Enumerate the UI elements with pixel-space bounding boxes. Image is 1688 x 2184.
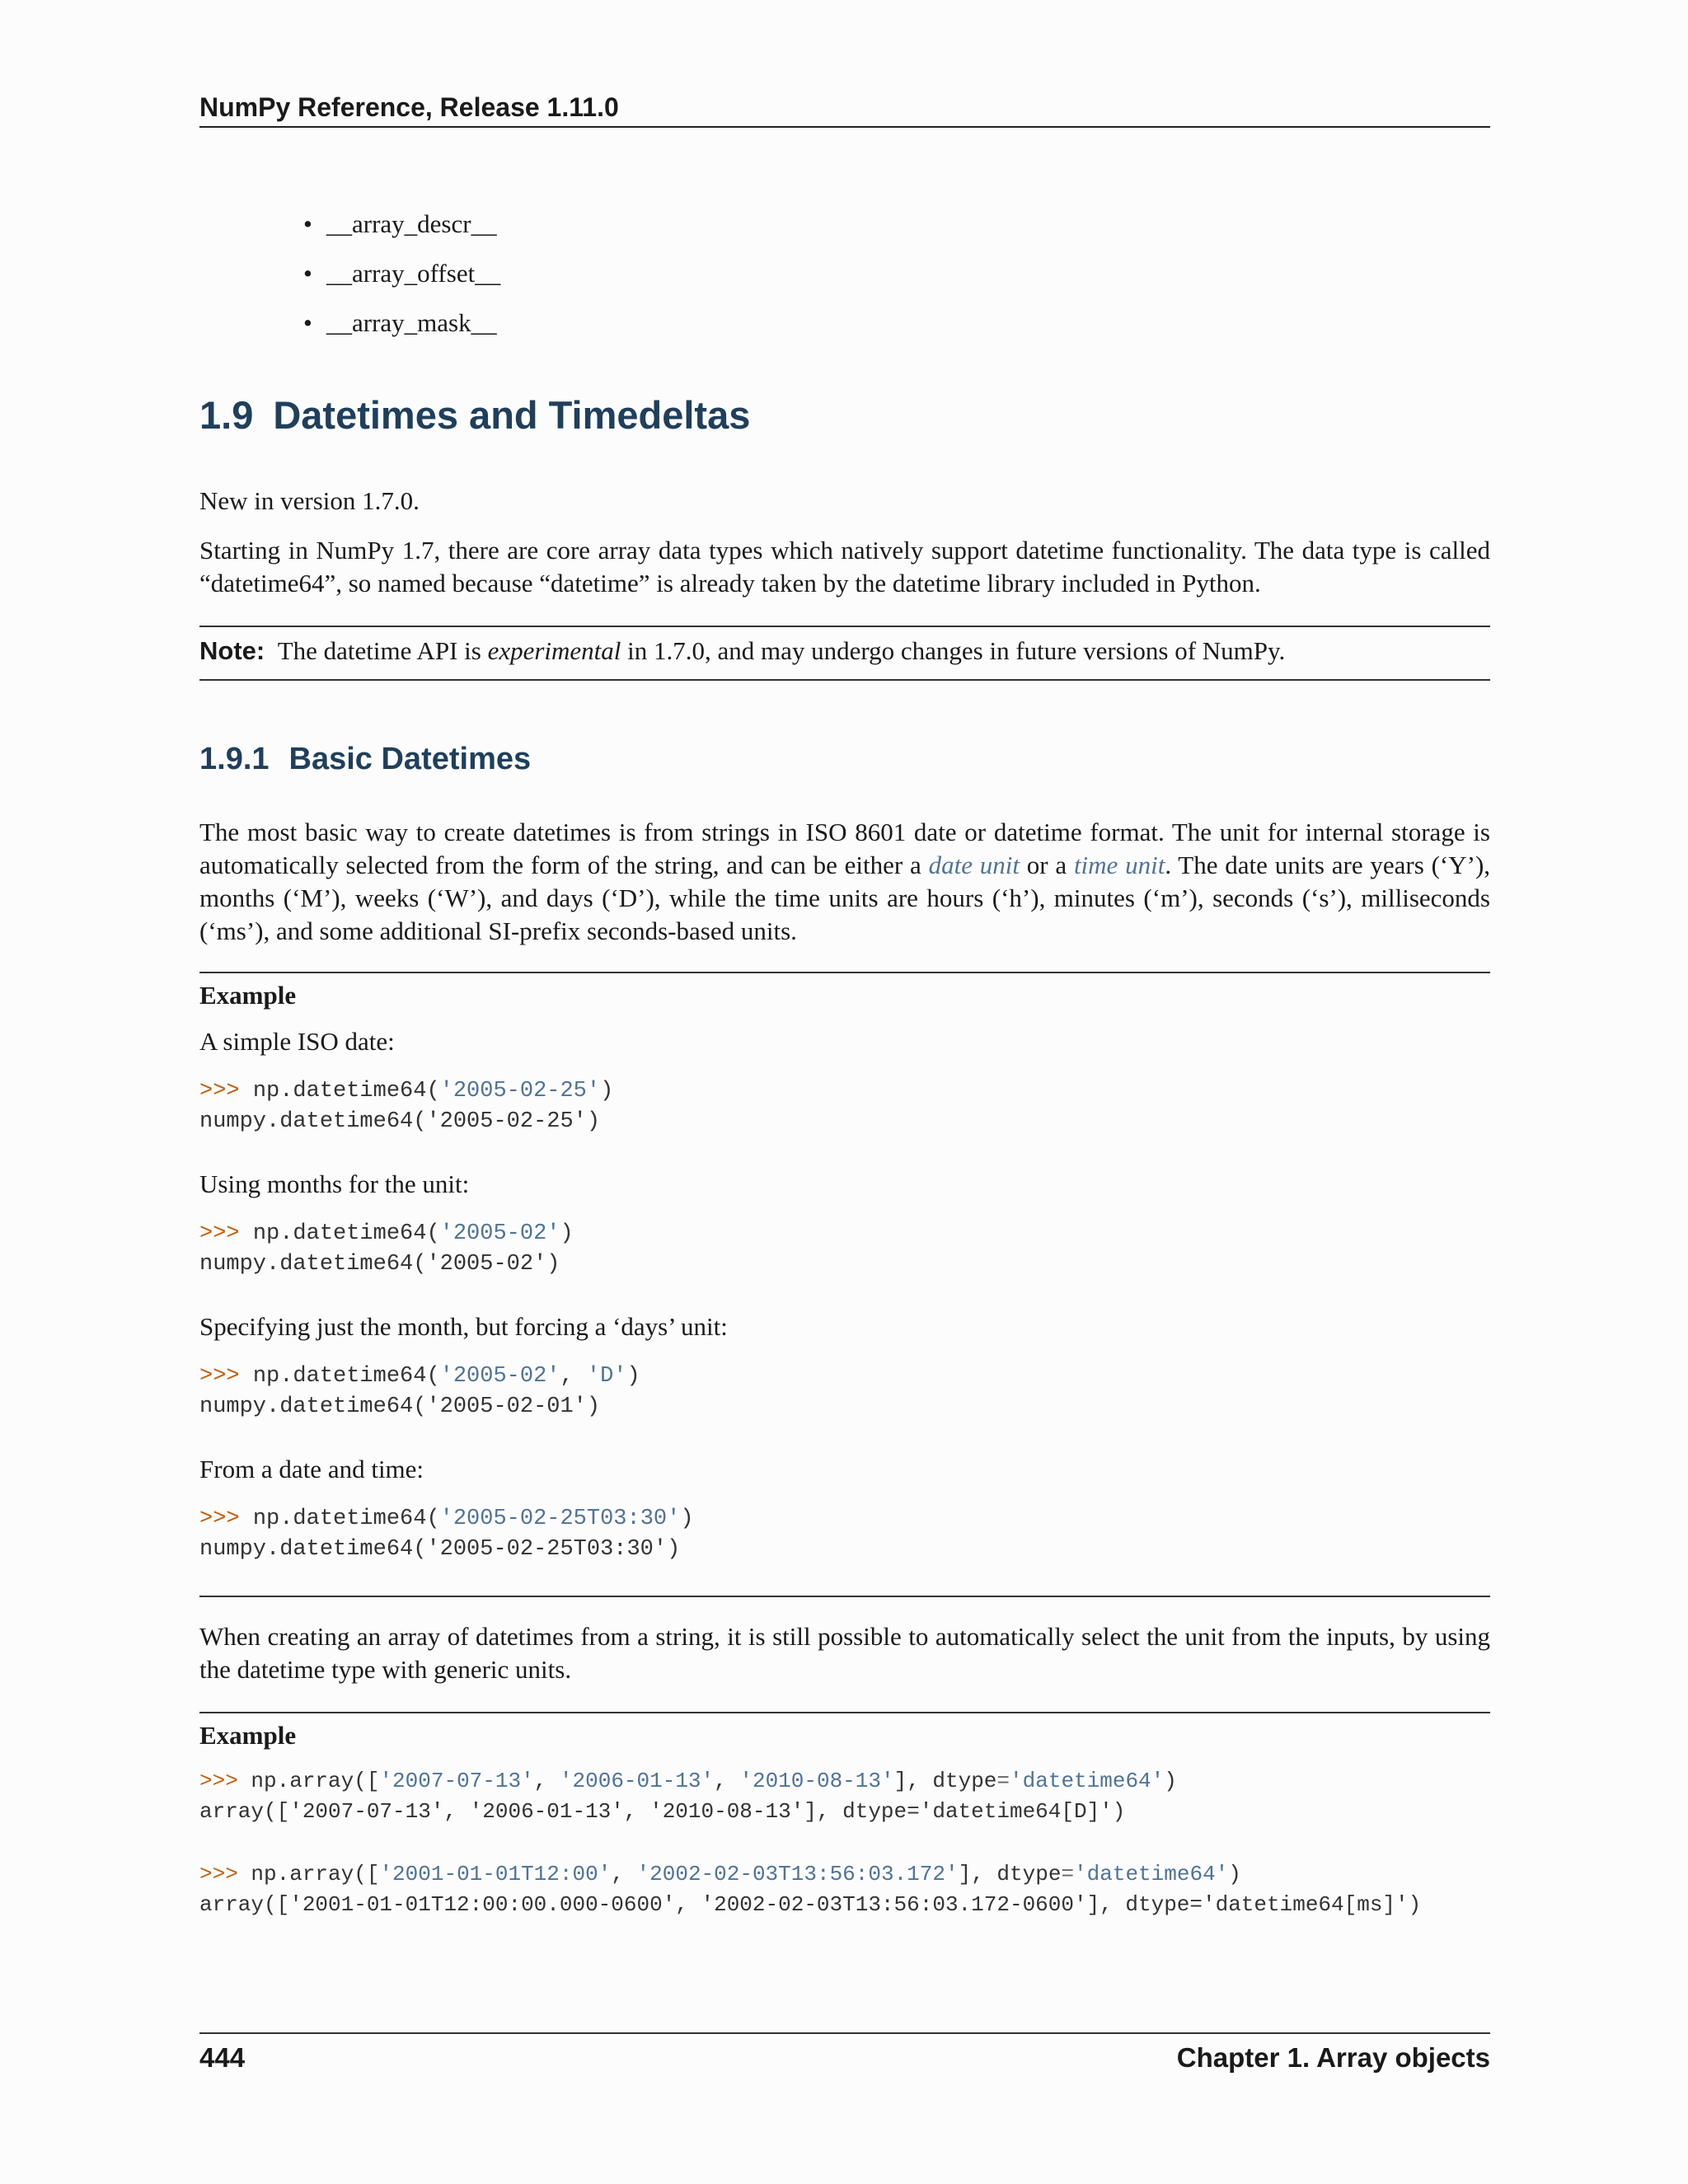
version-note: New in version 1.7.0. (199, 486, 420, 515)
code-output: array(['2007-07-13', '2006-01-13', '2010-08-13'], dtype='datetime64[D]') (199, 1799, 1126, 1824)
example2-label: Example (199, 1721, 297, 1750)
example-rule-bottom (199, 1596, 1490, 1597)
subsection-heading (199, 742, 531, 777)
note-label: Note: (199, 636, 265, 665)
note-rule-bottom (199, 679, 1490, 681)
section-heading (199, 392, 750, 438)
code-block: >>> np.datetime64('2005-02-25T03:30') numpy.datetime64('2005-02-25T03:30') (199, 1507, 694, 1562)
code-output: numpy.datetime64('2005-02-25') (199, 1109, 601, 1134)
example2-rule-top (199, 1712, 1490, 1713)
example-caption: Using months for the unit: (199, 1169, 470, 1198)
list-item: • __array_mask__ (303, 298, 500, 348)
code-block: >>> np.datetime64('2005-02', 'D') numpy.datetime64('2005-02-01') (199, 1364, 640, 1419)
time-unit-link[interactable]: time unit (1073, 851, 1165, 879)
example-caption: A simple ISO date: (199, 1027, 395, 1056)
section-number: 1.9 (199, 393, 254, 437)
footer-rule (199, 2032, 1490, 2034)
code-block: >>> np.datetime64('2005-02-25') numpy.datetime64('2005-02-25') (199, 1079, 614, 1134)
note-emphasis: experimental (487, 636, 621, 665)
prompt: >>> (199, 1221, 240, 1246)
example-label: Example (199, 981, 297, 1010)
list-item: • __array_offset__ (303, 249, 500, 298)
example-caption: From a date and time: (199, 1455, 424, 1483)
prompt: >>> (199, 1862, 238, 1886)
section-title: Datetimes and Timedeltas (273, 393, 751, 437)
subsection-title: Basic Datetimes (288, 742, 532, 776)
note-box: Note: The datetime API is experimental in 1.7.0, and may undergo changes in future versions of NumPy. (199, 636, 1286, 665)
generic-units-paragraph: When creating an array of datetimes from a string, it is still possible to automatically select the unit from the inputs, by using the datetime type with generic units. (199, 1622, 1490, 1684)
code-output: numpy.datetime64('2005-02') (199, 1252, 560, 1277)
prompt: >>> (199, 1507, 240, 1531)
example-rule-top (199, 972, 1490, 973)
prompt: >>> (199, 1079, 240, 1104)
code-block: >>> np.datetime64('2005-02') numpy.datetime64('2005-02') (199, 1221, 574, 1277)
prompt: >>> (199, 1364, 240, 1389)
code-block: >>> np.array(['2001-01-01T12:00', '2002-02-03T13:56:03.172'], dtype='datetime64') array(['2001-01-01T12:00:00.000-0600', '2002-02-03T13:56:03.172-0600'], dtype='datetime64[ms]') (199, 1862, 1422, 1917)
list-item: • __array_descr__ (303, 199, 500, 249)
intro-paragraph: Starting in NumPy 1.7, there are core array data types which natively support datetime functionality. The data type is called “datetime64”, so named because “datetime” is already taken by the datetime library included in Python. (199, 536, 1490, 598)
attribute-list (303, 199, 500, 348)
chapter-title: Chapter 1. Array objects (1176, 2042, 1490, 2073)
code-output: numpy.datetime64('2005-02-01') (199, 1394, 601, 1419)
date-unit-link[interactable]: date unit (928, 851, 1020, 879)
document-page (199, 0, 1490, 2184)
example-caption: Specifying just the month, but forcing a ‘days’ unit: (199, 1312, 728, 1341)
note-rule-top (199, 626, 1490, 627)
code-output: numpy.datetime64('2005-02-25T03:30') (199, 1537, 681, 1562)
running-header: NumPy Reference, Release 1.11.0 (199, 92, 1490, 128)
basic-paragraph: The most basic way to create datetimes is from strings in ISO 8601 date or datetime format. The unit for internal storage is automatically selected from the form of the string, and can be either a date unit or a time unit. The date units are years (‘Y’), months (‘M’), weeks (‘W’), and days (‘D’), while the time units are hours (‘h’), minutes (‘m’), seconds (‘s’), milliseconds (‘ms’), and some additional SI-prefix seconds-based units. (199, 818, 1491, 945)
code-block: >>> np.array(['2007-07-13', '2006-01-13', '2010-08-13'], dtype='datetime64') array(['2007-07-13', '2006-01-13', '2010-08-13'], dtype='datetime64[D]') (199, 1769, 1177, 1824)
prompt: >>> (199, 1769, 238, 1793)
subsection-number: 1.9.1 (199, 742, 270, 776)
page-number: 444 (199, 2042, 246, 2073)
code-output: array(['2001-01-01T12:00:00.000-0600', '2002-02-03T13:56:03.172-0600'], dtype='datetime64[ms]') (199, 1892, 1422, 1917)
